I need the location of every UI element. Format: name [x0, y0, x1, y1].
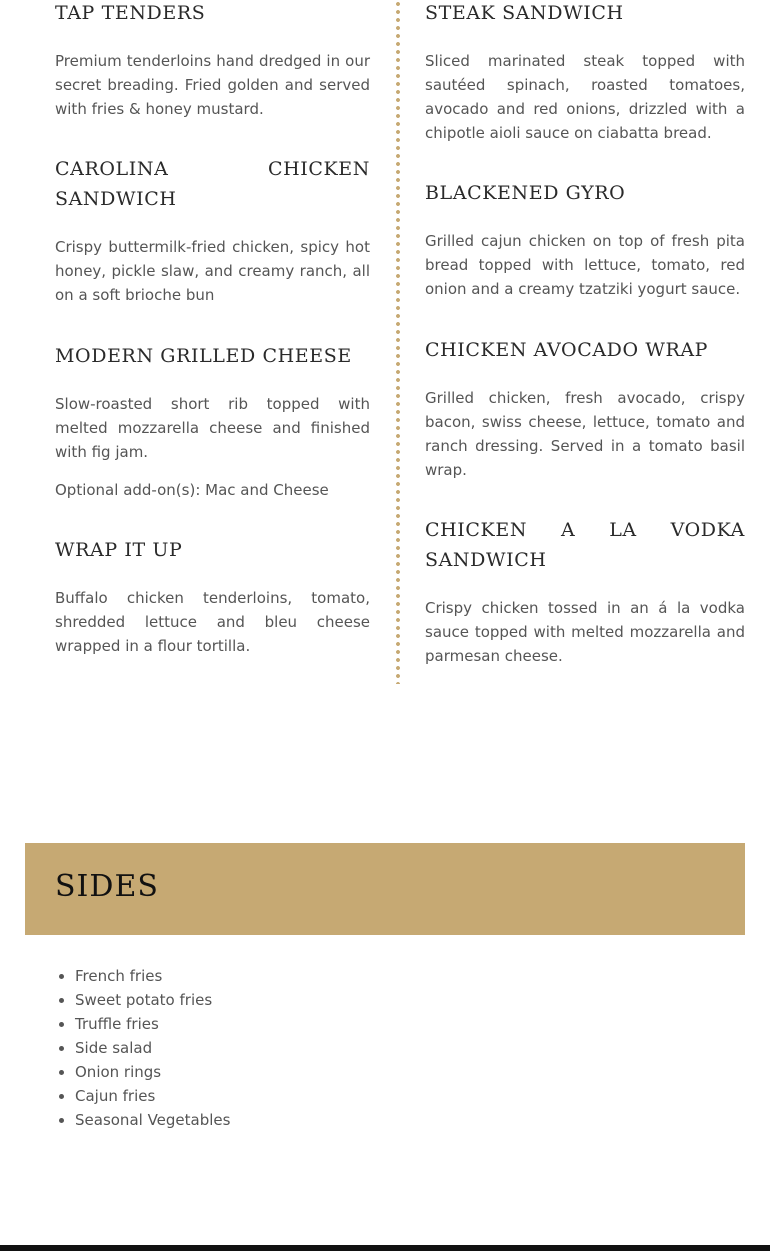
menu-item-description: Sliced marinated steak topped with sautéed spinach, roasted tomatoes, avocado and red onions, drizzled with a chipotle aioli sauce on ciabatta bread.	[425, 52, 745, 142]
menu-item	[55, 0, 370, 28]
sides-list	[75, 964, 230, 1132]
footer-bar	[0, 1245, 770, 1251]
menu-item-addon: Optional add-on(s): Mac and Cheese	[55, 481, 329, 499]
menu-item-title: STEAK SANDWICH	[425, 2, 624, 24]
menu-item-description-wrap	[55, 586, 370, 658]
menu-item	[55, 341, 370, 371]
sides-list-item: • Truffle fries	[75, 1012, 230, 1036]
menu-item-title: TAP TENDERS	[55, 2, 206, 24]
menu-item-title: MODERN GRILLED CHEESE	[55, 345, 352, 367]
menu-item	[55, 535, 370, 565]
menu-item-description-wrap	[425, 49, 745, 145]
sides-list-item: • Sweet potato fries	[75, 988, 230, 1012]
menu-item-title: CAROLINA CHICKEN SANDWICH	[55, 158, 370, 210]
sides-title: SIDES	[55, 869, 159, 904]
sides-list-item: • Cajun fries	[75, 1084, 230, 1108]
menu-item	[425, 335, 745, 365]
menu-item-title: WRAP IT UP	[55, 539, 183, 561]
menu-item-description-wrap	[55, 235, 370, 307]
menu-item-title: CHICKEN A LA VODKA SANDWICH	[425, 519, 745, 571]
menu-item	[425, 515, 745, 575]
menu-item-description-wrap	[55, 392, 370, 464]
menu-item-description-wrap	[425, 596, 745, 668]
sides-list-item: • Seasonal Vegetables	[75, 1108, 230, 1132]
menu-item	[55, 154, 370, 214]
menu-item-description-wrap	[425, 229, 745, 301]
menu-item-description-wrap	[425, 386, 745, 482]
menu-item-description: Crispy chicken tossed in an á la vodka sauce topped with melted mozzarella and parmesan cheese.	[425, 599, 745, 665]
menu-item-description: Slow-roasted short rib topped with melted mozzarella cheese and finished with fig jam.	[55, 395, 370, 461]
menu-item	[425, 0, 745, 28]
menu-item-description: Premium tenderloins hand dredged in our secret breading. Fried golden and served with fries & honey mustard.	[55, 52, 370, 118]
sides-list-item: • Onion rings	[75, 1060, 230, 1084]
menu-item-description-wrap	[55, 49, 370, 121]
menu-item	[425, 178, 745, 208]
menu-item-title: CHICKEN AVOCADO WRAP	[425, 339, 709, 361]
sides-list-item: • Side salad	[75, 1036, 230, 1060]
menu-item-description: Grilled cajun chicken on top of fresh pita bread topped with lettuce, tomato, red onion and a creamy tzatziki yogurt sauce.	[425, 232, 745, 298]
sides-section-header	[25, 843, 745, 935]
menu-item-description: Crispy buttermilk-fried chicken, spicy hot honey, pickle slaw, and creamy ranch, all on a soft brioche bun	[55, 238, 370, 304]
menu-item-description: Grilled chicken, fresh avocado, crispy bacon, swiss cheese, lettuce, tomato and ranch dressing. Served in a tomato basil wrap.	[425, 389, 745, 479]
menu-item-title: BLACKENED GYRO	[425, 182, 626, 204]
column-divider	[396, 0, 400, 684]
menu-item-description: Buffalo chicken tenderloins, tomato, shredded lettuce and bleu cheese wrapped in a flour tortilla.	[55, 589, 370, 655]
sides-list-item: • French fries	[75, 964, 230, 988]
